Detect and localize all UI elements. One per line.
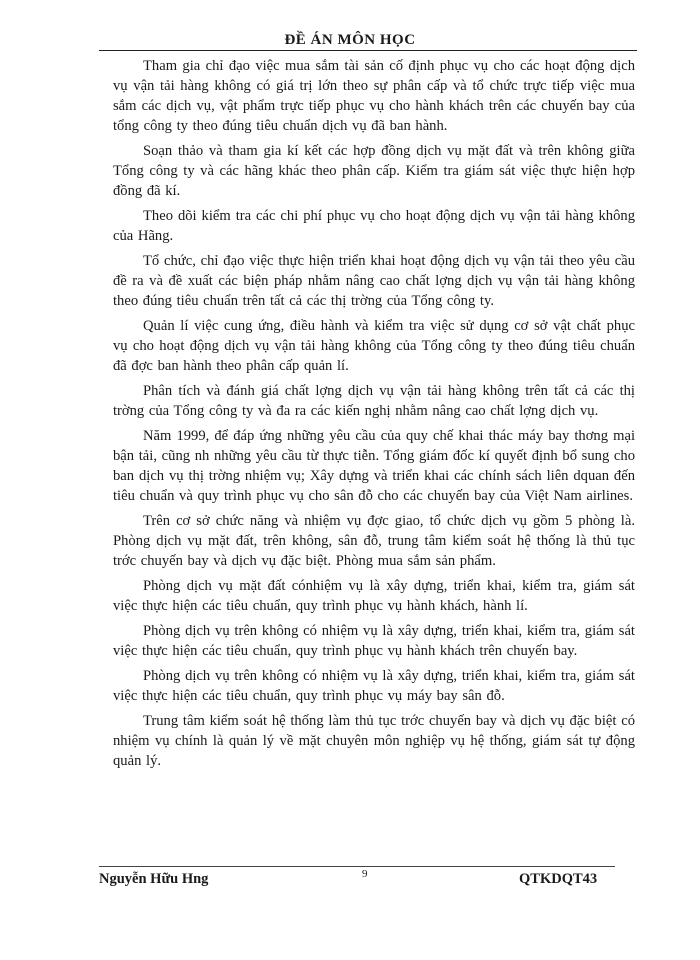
footer-author: Nguyễn Hữu Hng	[99, 871, 209, 887]
footer-class-code: QTKDQT43	[519, 871, 598, 887]
paragraph-6: Phân tích và đánh giá chất lợng dịch vụ vận tải hàng không trên tất cả các thị trờng của Tổng công ty và đa ra các kiến nghị nhằm nâng cao chất lợng dịch vụ.	[113, 383, 635, 419]
paragraph-9: Phòng dịch vụ mặt đất cónhiệm vụ là xây dựng, triển khai, kiểm tra, giám sát việc thực hiện các tiêu chuẩn, quy trình phục vụ hành khách, hành lí.	[113, 578, 635, 614]
paragraph-10: Phòng dịch vụ trên không có nhiệm vụ là xây dựng, triển khai, kiểm tra, giám sát việc thực hiện các tiêu chuẩn, quy trình phục vụ hành khách trên chuyến bay.	[113, 623, 635, 659]
paragraph-1: Tham gia chỉ đạo việc mua sắm tài sản cố định phục vụ cho các hoạt động dịch vụ vận tải hàng không có giá trị lớn theo sự phân cấp và tổ chức trực tiếp việc mua sắm các dịch vụ, vật phẩm trực tiếp phục vụ cho hành khách trên các chuyến bay của tổng công ty theo đúng tiêu chuẩn dịch vụ đã ban hành.	[113, 58, 635, 134]
paragraph-8: Trên cơ sở chức năng và nhiệm vụ đợc giao, tổ chức dịch vụ gồm 5 phòng là. Phòng dịch vụ mặt đất, trên không, sân đỗ, trung tâm kiểm soát hệ thống là thủ tục trớc chuyến bay và dịch vụ đặc biệt. Phòng mua sắm sản phẩm.	[113, 513, 635, 569]
paragraph-4: Tổ chức, chỉ đạo việc thực hiện triển khai hoạt động dịch vụ vận tải theo yêu cầu đề ra và đề xuất các biện pháp nhằm nâng cao chất lợng dịch vụ vận tải hàng không theo đúng tiêu chuẩn trên tất cả các thị trờng của Tổng công ty.	[113, 253, 635, 309]
document-header-title: ĐỀ ÁN MÔN HỌC	[284, 32, 416, 48]
footer-page-number: 9	[362, 868, 368, 880]
paragraph-7: Năm 1999, để đáp ứng những yêu cầu của quy chế khai thác máy bay thơng mại bận tải, cũng nh những yêu cầu từ thực tiễn. Tổng giám đốc kí quyết định bổ sung cho ban dịch vụ thị trờng nhiệm vụ; Xây dựng và triển khai các chính sách liên dquan đến tiêu chuẩn và quy trình phục vụ cho sân đỗ cho các chuyến bay của Việt Nam airlines.	[113, 428, 635, 504]
paragraph-11: Phòng dịch vụ trên không có nhiệm vụ là xây dựng, triển khai, kiểm tra, giám sát việc thực hiện các tiêu chuẩn, quy trình phục vụ máy bay sân đỗ.	[113, 668, 635, 704]
footer-divider	[99, 866, 615, 867]
paragraph-3: Theo dõi kiểm tra các chi phí phục vụ cho hoạt động dịch vụ vận tải hàng không của Hãng.	[113, 208, 635, 244]
header-divider	[99, 50, 637, 51]
paragraph-12: Trung tâm kiểm soát hệ thống làm thủ tục trớc chuyến bay và dịch vụ đặc biệt có nhiệm vụ chính là quản lý về mặt chuyên môn nghiệp vụ hệ thống, giám sát tự động quản lý.	[113, 713, 635, 769]
paragraph-2: Soạn thảo và tham gia kí kết các hợp đồng dịch vụ mặt đất và trên không giữa Tổng công ty và các hãng khác theo phân cấp. Kiểm tra giám sát việc thực hiện hợp đồng đã kí.	[113, 143, 635, 199]
paragraph-5: Quản lí việc cung ứng, điều hành và kiểm tra việc sử dụng cơ sở vật chất phục vụ cho hoạt động dịch vụ vận tải hàng không của Tổng công ty theo đúng tiêu chuẩn đã đợc ban hành theo phân cấp quản lí.	[113, 318, 635, 374]
document-body	[113, 56, 635, 771]
